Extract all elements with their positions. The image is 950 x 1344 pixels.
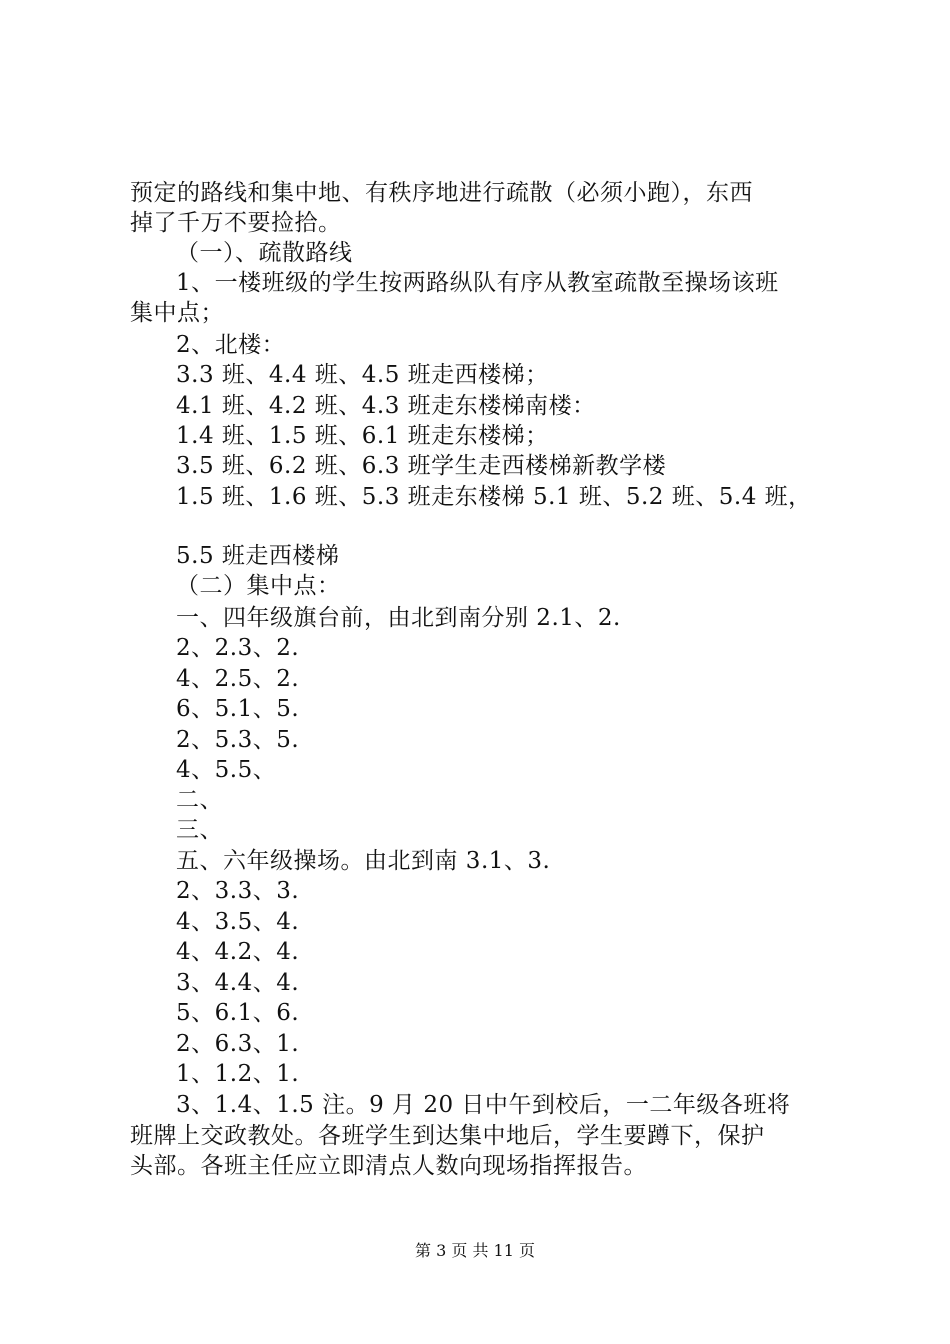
text-line: 五、六年级操场。由北到南 3.1、3. bbox=[176, 848, 551, 874]
text-line: 一、四年级旗台前，由北到南分别 2.1、2. bbox=[176, 605, 621, 631]
page-number-label: 第 3 页 共 11 页 bbox=[415, 1241, 535, 1260]
text-line: 1、一楼班级的学生按两路纵队有序从教室疏散至操场该班 bbox=[176, 270, 779, 296]
text-line: 4.1 班、4.2 班、4.3 班走东楼梯南楼： bbox=[176, 393, 596, 419]
text-line: 三、 bbox=[176, 817, 223, 843]
text-line: 3.5 班、6.2 班、6.3 班学生走西楼梯新教学楼 bbox=[176, 453, 667, 479]
text-line: 2、6.3、1. bbox=[176, 1031, 300, 1057]
text-line: 3.3 班、4.4 班、4.5 班走西楼梯； bbox=[176, 362, 549, 388]
text-line: 掉了千万不要捡拾。 bbox=[130, 210, 342, 236]
section-heading: （一）、疏散路线 bbox=[176, 240, 353, 266]
text-line: 4、2.5、2. bbox=[176, 666, 300, 692]
text-line: 预定的路线和集中地、有秩序地进行疏散（必须小跑），东西 bbox=[130, 180, 753, 206]
text-line: 6、5.1、5. bbox=[176, 696, 300, 722]
text-line: 4、4.2、4. bbox=[176, 939, 300, 965]
text-line: 3、4.4、4. bbox=[176, 970, 300, 996]
text-line: 班牌上交政教处。各班学生到达集中地后，学生要蹲下，保护 bbox=[130, 1123, 765, 1149]
text-line: 1、1.2、1. bbox=[176, 1061, 300, 1087]
text-line: 4、5.5、 bbox=[176, 757, 277, 783]
text-line: 集中点； bbox=[130, 300, 224, 326]
text-line: 5.5 班走西楼梯 bbox=[176, 543, 340, 569]
text-line: 头部。各班主任应立即清点人数向现场指挥报告。 bbox=[130, 1153, 647, 1179]
text-line: 2、北楼： bbox=[176, 332, 286, 358]
page-footer bbox=[0, 1240, 950, 1262]
text-line: 1.5 班、1.6 班、5.3 班走东楼梯 5.1 班、5.2 班、5.4 班， bbox=[176, 484, 812, 510]
text-line: 2、5.3、5. bbox=[176, 727, 300, 753]
text-line: 二、 bbox=[176, 787, 223, 813]
text-line: 2、2.3、2. bbox=[176, 635, 300, 661]
text-line: 4、3.5、4. bbox=[176, 909, 300, 935]
section-heading: （二）集中点： bbox=[176, 573, 341, 599]
text-line: 3、1.4、1.5 注。9 月 20 日中午到校后，一二年级各班将 bbox=[176, 1092, 791, 1118]
text-line: 5、6.1、6. bbox=[176, 1000, 300, 1026]
text-line: 2、3.3、3. bbox=[176, 878, 300, 904]
text-line: 1.4 班、1.5 班、6.1 班走东楼梯； bbox=[176, 423, 549, 449]
